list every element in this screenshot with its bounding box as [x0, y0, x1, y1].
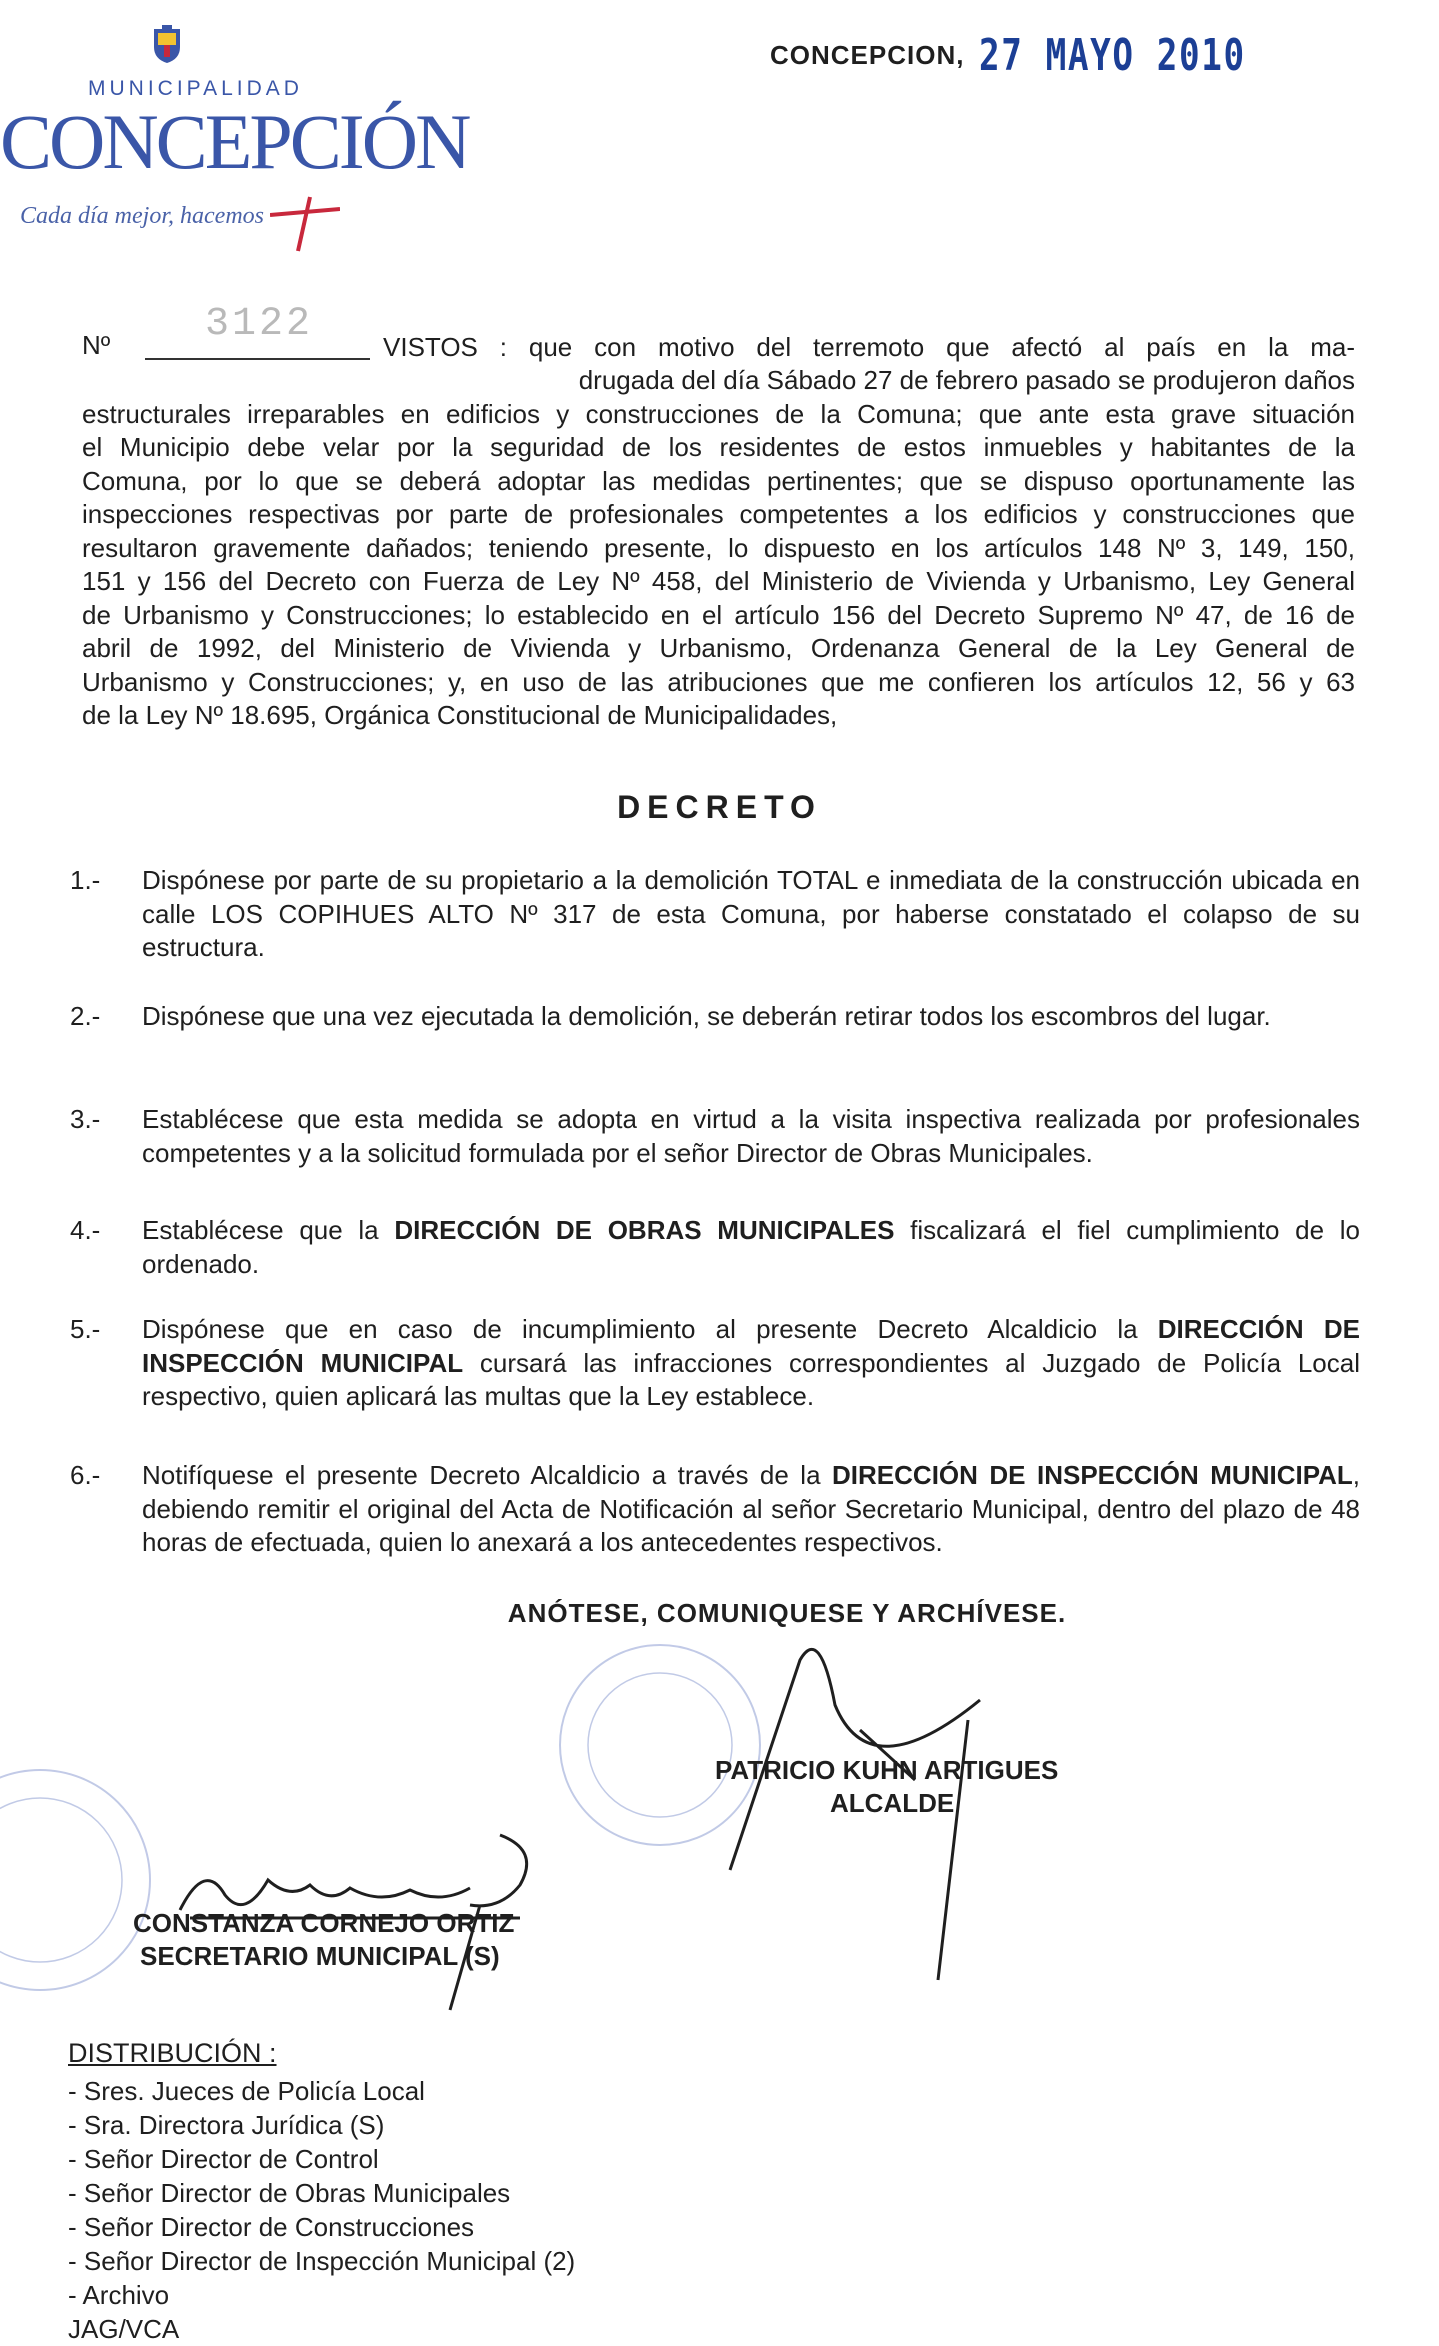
list-item: - Señor Director de Inspección Municipal (2) — [68, 2246, 576, 2276]
item-text: Dispónese por parte de su propietario a la demolición TOTAL e inmediata de la construcción ubicada en calle LOS COPIHUES ALTO Nº 317 de esta Comuna, por haberse constatado el colapso de su estructura. — [142, 865, 1360, 962]
vistos-line: drugada del día Sábado 27 de febrero pasado se produjeron daños — [578, 365, 1355, 395]
city-label: CONCEPCION, — [770, 40, 965, 70]
vistos-line: 151 y 156 del Decreto con Fuerza de Ley Nº 458, del Ministerio de Vivienda y Urbanismo, Ley General — [82, 566, 1355, 596]
mayor-name: PATRICIO KUHN ARTIGUES — [715, 1755, 1059, 1785]
secretary-name: CONSTANZA CORNEJO ORTIZ — [133, 1908, 515, 1938]
decree-number-value: 3122 — [205, 302, 314, 347]
item-number: 3.- — [70, 1104, 101, 1134]
decreto-heading: DECRETO — [617, 789, 822, 825]
item-number: 1.- — [70, 865, 101, 895]
list-item: - Archivo — [68, 2280, 170, 2310]
list-item: JAG/VCA — [68, 2314, 180, 2344]
vistos-line: de Urbanismo y Construcciones; lo establecido en el artículo 156 del Decreto Supremo Nº 47, de 16 de — [82, 599, 1355, 630]
secretary-title: SECRETARIO MUNICIPAL (S) — [140, 1941, 500, 1971]
item-text: Establécese que esta medida se adopta en virtud a la visita inspectiva realizada por profesionales competentes y a la solicitud formulada por el señor Director de Obras Municipales. — [142, 1104, 1360, 1168]
list-item: - Señor Director de Control — [68, 2144, 379, 2174]
secretary-seal-stamp — [0, 1770, 150, 1990]
logo-main-text: CONCEPCIÓN — [0, 98, 469, 185]
vistos-line: resultaron gravemente dañados; teniendo presente, lo dispuesto en los artículos 148 Nº 3, 149, 150, — [82, 532, 1355, 563]
decree-number-label: Nº — [82, 330, 111, 360]
distribution-title: DISTRIBUCIÓN : — [68, 2038, 277, 2068]
vistos-line: abril de 1992, del Ministerio de Vivienda y Urbanismo, Ordenanza General de la Ley General de — [82, 633, 1355, 663]
logo-top-text: MUNICIPALIDAD — [88, 77, 303, 100]
list-item: - Señor Director de Construcciones — [68, 2212, 475, 2242]
vistos-line: de la Ley Nº 18.695, Orgánica Constitucional de Municipalidades, — [82, 700, 838, 730]
item-number: 2.- — [70, 1001, 101, 1031]
distribution-list — [68, 2074, 575, 2346]
item-text: Establécese que la DIRECCIÓN DE OBRAS MUNICIPALES fiscalizará el fiel cumplimiento de lo ordenado. — [142, 1215, 1360, 1279]
item-text: Notifíquese el presente Decreto Alcaldicio a través de la DIRECCIÓN DE INSPECCIÓN MUNICIPAL, debiendo remitir el original del Acta de Notificación al señor Secretario Municipal, dentro del plazo de 48 horas de efectuada, quien lo anexará a los antecedentes respectivos. — [142, 1460, 1360, 1557]
mayor-title: ALCALDE — [830, 1788, 955, 1818]
item-text: Dispónese que en caso de incumplimiento al presente Decreto Alcaldicio la DIRECCIÓN DE INSPECCIÓN MUNICIPAL cursará las infracciones correspondientes al Juzgado de Policía Local respectivo, quien aplicará las multas que la Ley establece. — [142, 1314, 1361, 1411]
list-item: - Señor Director de Obras Municipales — [68, 2178, 511, 2208]
vistos-line: inspecciones respectivas por parte de profesionales competentes a los edificios y construcciones que — [82, 499, 1355, 529]
vistos-line: Urbanismo y Construcciones; y, en uso de las atribuciones que me confieren los artículos 12, 56 y 63 — [82, 666, 1355, 697]
date-stamp: 27 MAYO 2010 — [978, 30, 1246, 81]
vistos-line: el Municipio debe velar por la seguridad de los residentes de estos inmuebles y habitantes de la — [82, 432, 1355, 462]
logo-tagline: Cada día mejor, hacemos — [20, 203, 264, 229]
item-number: 4.- — [70, 1215, 101, 1245]
vistos-first-line: VISTOS : que con motivo del terremoto que afectó al país en la ma- — [383, 332, 1355, 362]
item-text: Dispónese que una vez ejecutada la demolición, se deberán retirar todos los escombros del lugar. — [142, 1001, 1271, 1031]
list-item: - Sra. Directora Jurídica (S) — [68, 2110, 385, 2140]
item-number: 6.- — [70, 1460, 101, 1490]
vistos-line: Comuna, por lo que se deberá adoptar las medidas pertinentes; que se dispuso oportunamente las — [82, 465, 1355, 496]
closing-formula: ANÓTESE, COMUNIQUESE Y ARCHÍVESE. — [507, 1598, 1067, 1628]
item-number: 5.- — [70, 1314, 101, 1344]
mayor-seal-stamp — [560, 1645, 760, 1845]
list-item: - Sres. Jueces de Policía Local — [68, 2076, 425, 2106]
vistos-line: estructurales irreparables en edificios y construcciones de la Comuna; que ante esta grave situación — [82, 398, 1355, 429]
